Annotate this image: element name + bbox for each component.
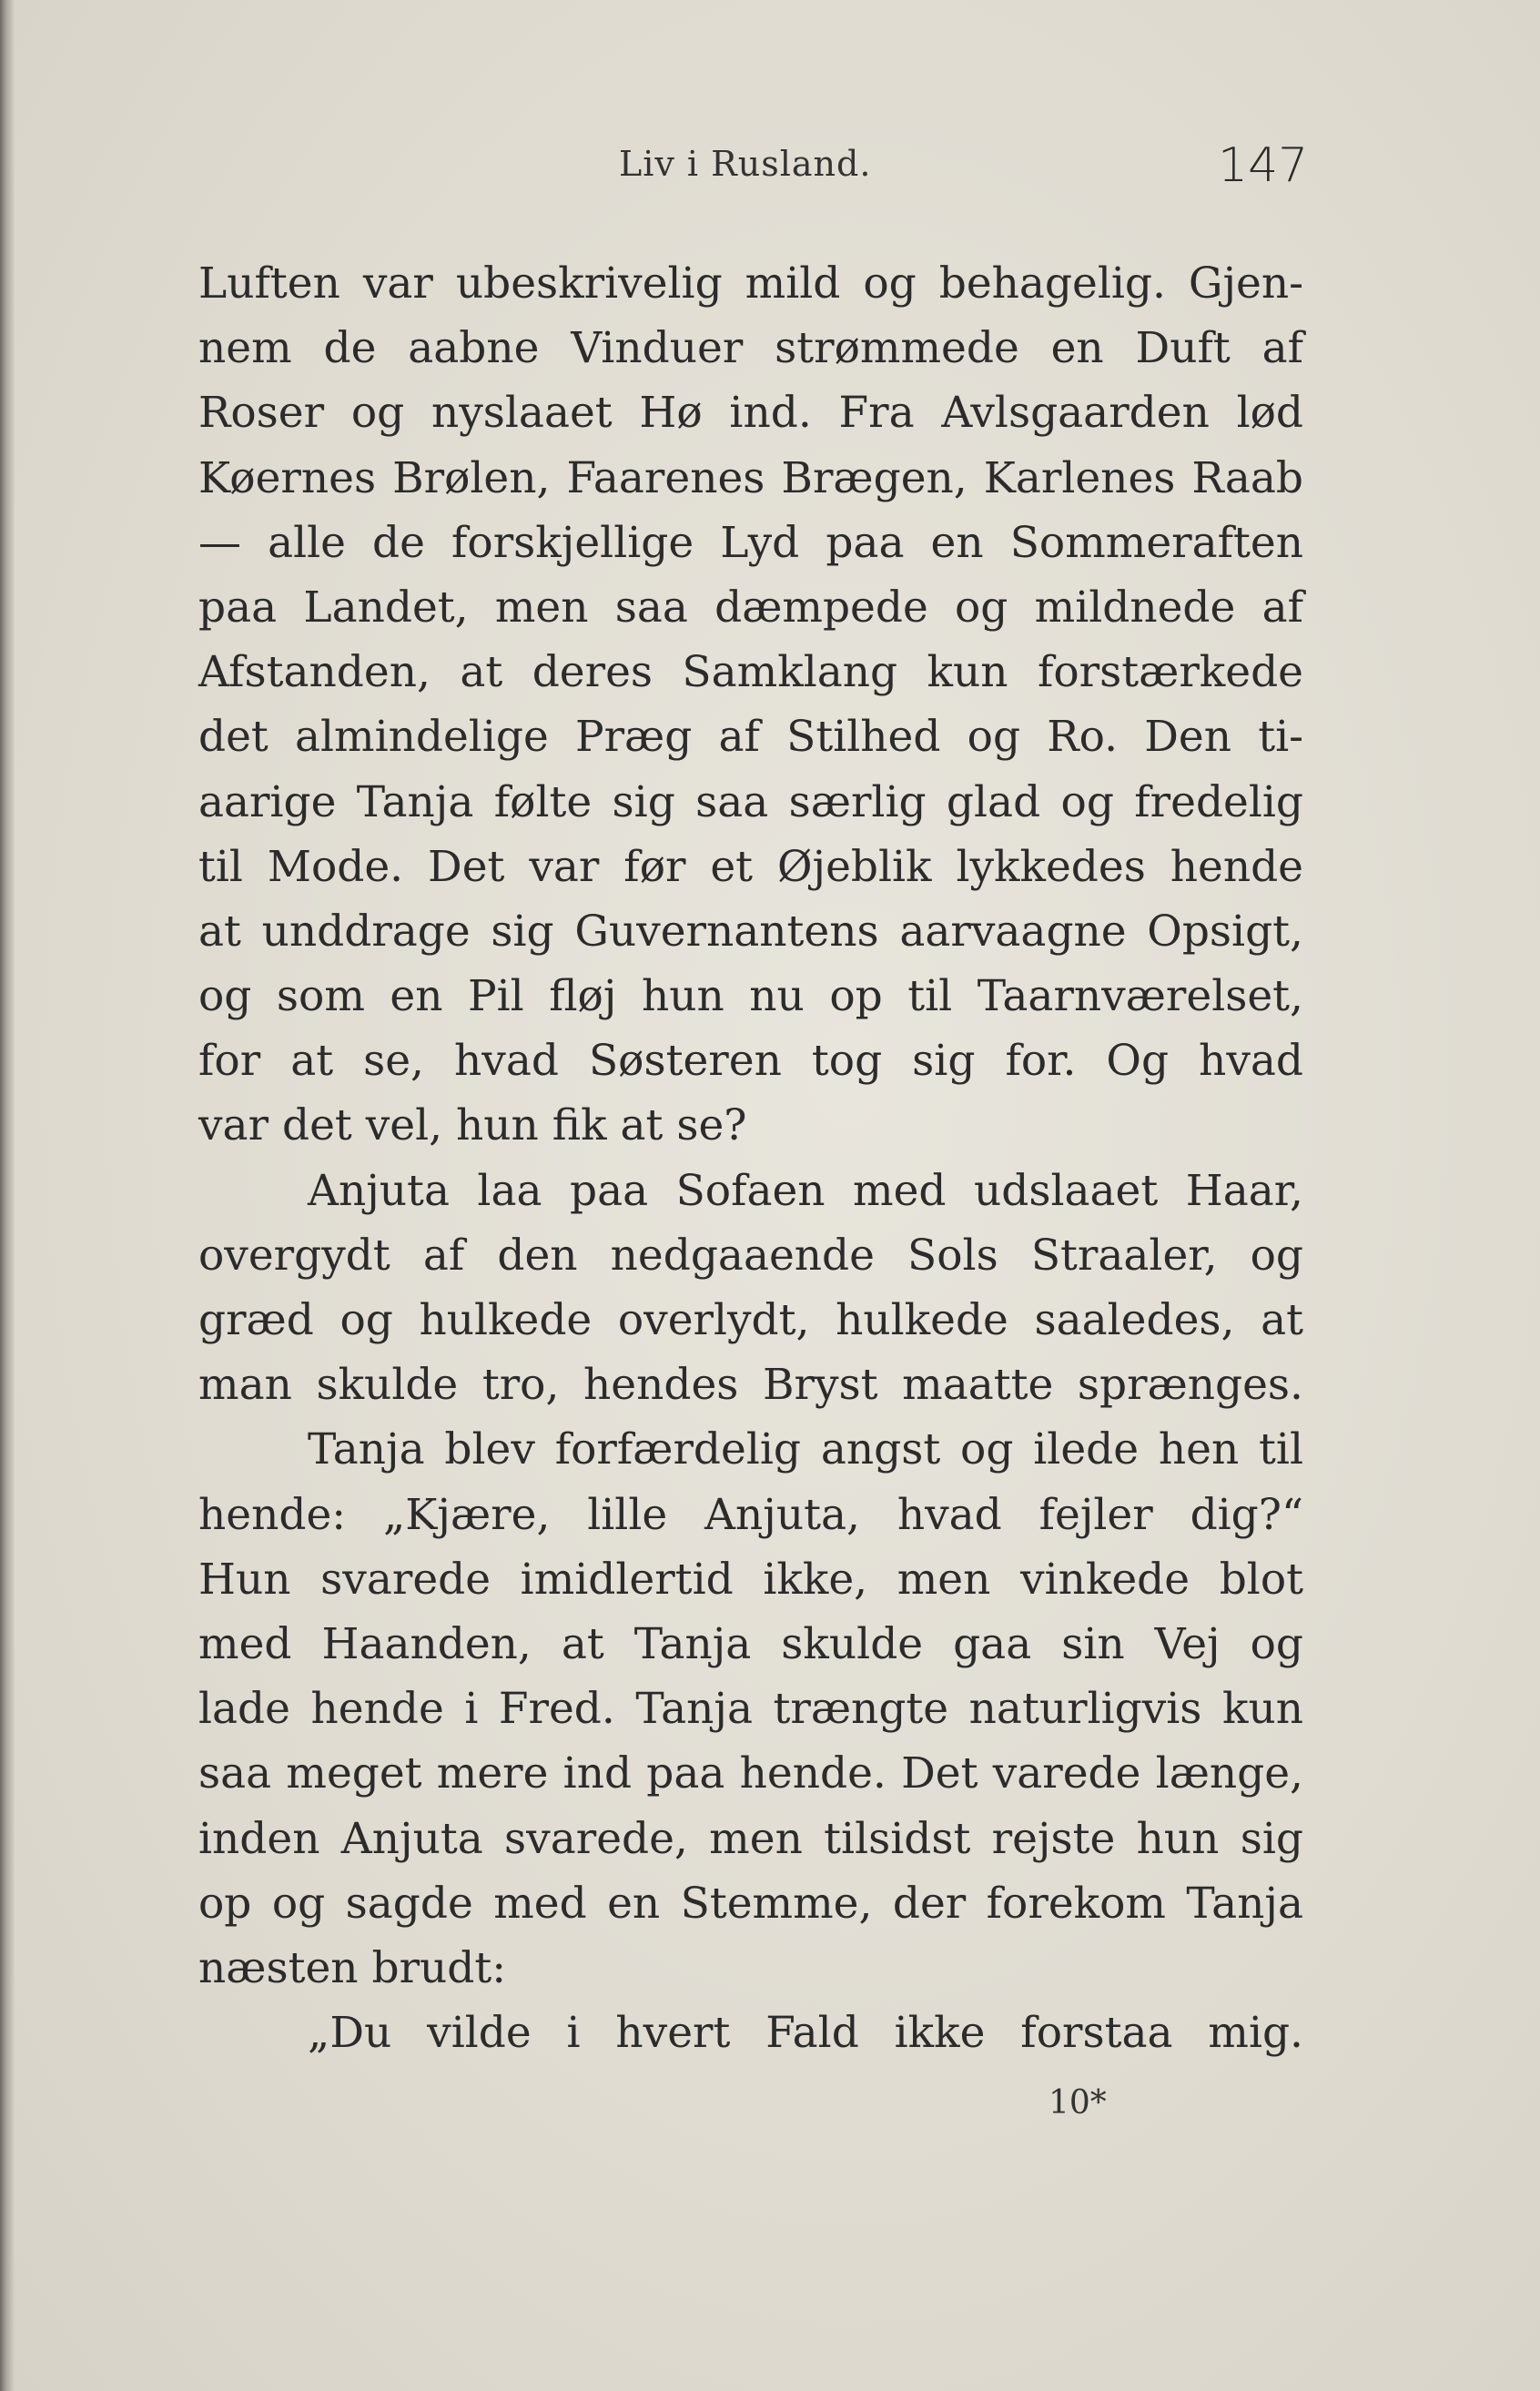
text-line: at unddrage sig Guvernantens aarvaagne Opsigt,: [198, 906, 1303, 957]
text-line: inden Anjuta svarede, men tilsidst rejste hun sig: [198, 1813, 1303, 1864]
text-line: Køernes Brølen, Faarenes Brægen, Karlenes Raab: [198, 452, 1303, 503]
text-line: Hun svarede imidlertid ikke, men vinkede blot: [198, 1554, 1303, 1605]
text-line: Roser og nyslaaet Hø ind. Fra Avlsgaarden lød: [198, 388, 1303, 439]
text-line: op og sagde med en Stemme, der forekom Tanja: [198, 1878, 1303, 1929]
running-head: Liv i Rusland.: [619, 144, 872, 184]
text-line: Afstanden, at deres Samklang kun forstærkede: [198, 647, 1303, 698]
text-line: var det vel, hun fik at se?: [198, 1100, 747, 1151]
text-line: Anjuta laa paa Sofaen med udslaaet Haar,: [308, 1165, 1303, 1216]
text-line: nem de aabne Vinduer strømmede en Duft af: [198, 323, 1303, 374]
text-line: til Mode. Det var før et Øjeblik lykkedes hende: [198, 841, 1303, 892]
body-text: [198, 251, 1303, 2065]
text-line: og som en Pil fløj hun nu op til Taarnværelset,: [198, 971, 1303, 1022]
text-line: paa Landet, men saa dæmpede og mildnede af: [198, 582, 1303, 633]
text-line: næsten brudt:: [198, 1942, 507, 1993]
page-number: 147: [1218, 138, 1309, 193]
text-line: „Du vilde i hvert Fald ikke forstaa mig.: [308, 2008, 1303, 2059]
text-line: overgydt af den nedgaaende Sols Straaler, og: [198, 1230, 1303, 1281]
text-line: hende: „Kjære, lille Anjuta, hvad fejler dig?“: [198, 1489, 1303, 1540]
text-line: saa meget mere ind paa hende. Det varede længe,: [198, 1748, 1303, 1799]
text-line: Luften var ubeskrivelig mild og behagelig. Gjen-: [198, 258, 1303, 309]
text-line: — alle de forskjellige Lyd paa en Sommeraften: [198, 517, 1303, 568]
text-line: græd og hulkede overlydt, hulkede saaledes, at: [198, 1295, 1303, 1345]
text-line: lade hende i Fred. Tanja trængte naturligvis kun: [198, 1684, 1303, 1735]
text-line: aarige Tanja følte sig saa særlig glad og fredelig: [198, 776, 1303, 827]
text-line: det almindelige Præg af Stilhed og Ro. Den ti-: [198, 712, 1303, 763]
text-line: med Haanden, at Tanja skulde gaa sin Vej og: [198, 1618, 1303, 1669]
text-line: for at se, hvad Søsteren tog sig for. Og hvad: [198, 1036, 1303, 1087]
text-line: Tanja blev forfærdelig angst og ilede hen til: [308, 1424, 1303, 1475]
signature-mark: 10*: [1049, 2084, 1107, 2122]
text-line: man skulde tro, hendes Bryst maatte sprænges.: [198, 1360, 1303, 1411]
page-spine-edge: [0, 0, 15, 2391]
